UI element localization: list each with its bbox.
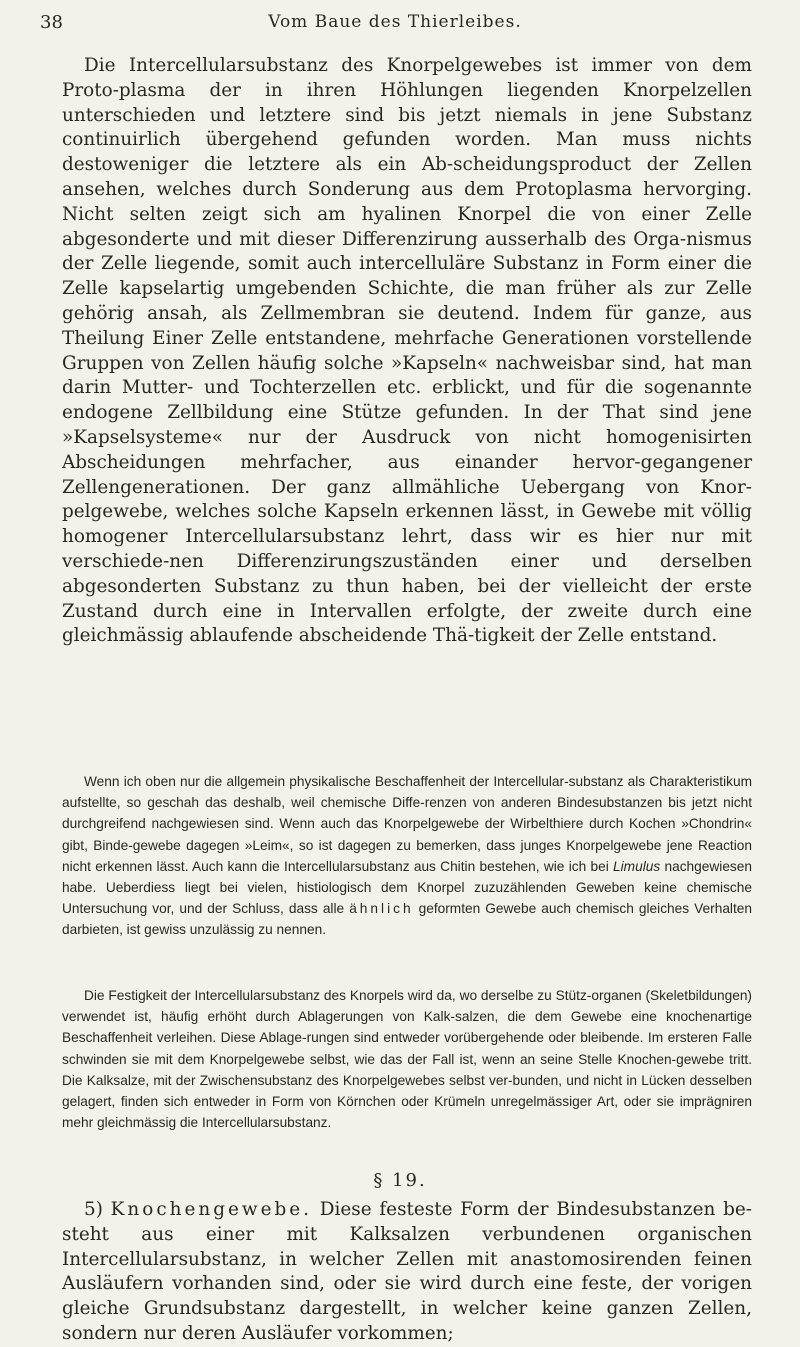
running-title: Vom Baue des Thierleibes. <box>268 12 522 32</box>
page-header <box>40 10 750 38</box>
page-number: 38 <box>40 12 63 33</box>
note-text-b: nachgewiesen habe. Ueberdiess liegt bei vielen, histiologisch dem Knorpel zuzuzählenden Geweben keine chemische Untersuchung vor, und der Schluss, dass alle <box>62 858 752 917</box>
footnote-paragraph-calcification: Die Festigkeit der Intercellularsubstanz des Knorpels wird da, wo derselbe zu Stütz-organen (Skeletbildungen) verwendet ist, häufig erhöht durch Ablagerungen von Kalk-salzen, die dem Gewebe eine knochenartige Beschaffenheit verleihen. Diese Ablage-rungen sind entweder vorübergehende oder bleibende. Im ersteren Falle schwinden sie mit dem Knorpelgewebe selbst, wie das der Fall ist, wenn an seine Stelle Knochen-gewebe tritt. Die Kalksalze, mit der Zwischensubstanz des Knorpelgewebes selbst ver-bunden, und nicht in Lücken desselben gelagert, finden sich entweder in Form von Körnchen oder Krümeln unregelmässiger Art, oder sie imprägniren mehr gleichmässig die Intercellularsubstanz. <box>62 988 752 1131</box>
main-paragraph-cartilage: Die Intercellularsubstanz des Knorpelgewebes ist immer von dem Proto-plasma der in ihren Höhlungen liegenden Knorpelzellen unterschieden und letztere sind bis jetzt niemals in jene Substanz continuirlich übergehend gefunden worden. Man muss nichts destoweniger die letztere als ein Ab-scheidungsproduct der Zellen ansehen, welches durch Sonderung aus dem Protoplasma hervorging. Nicht selten zeigt sich am hyalinen Knorpel die von einer Zelle abgesonderte und mit dieser Differenzirung ausserhalb des Orga-nismus der Zelle liegende, somit auch intercelluläre Substanz in Form einer die Zelle kapselartig umgebenden Schichte, die man früher als zur Zelle gehörig ansah, als Zellmembran sie deutend. Indem für ganze, aus Theilung Einer Zelle entstandene, mehrfache Generationen vorstellende Gruppen von Zellen häufig solche »Kapseln« nachweisbar sind, hat man darin Mutter- und Tochterzellen etc. erblickt, und für die sogenannte endogene Zellbildung eine Stütze gefunden. In der That sind jene »Kapselsysteme« nur der Ausdruck von nicht homogenisirten Abscheidungen mehrfacher, aus einander hervor-gegangener Zellengenerationen. Der ganz allmähliche Uebergang von Knor-pelgewebe, welches solche Kapseln erkennen lässt, in Gewebe mit völlig homogener Intercellularsubstanz lehrt, dass wir es hier nur mit verschiede-nen Differenzirungszuständen einer und derselben abgesonderten Substanz zu thun haben, bei der vielleicht der erste Zustand durch eine in Intervallen erfolgte, der zweite durch eine gleichmässig ablaufende abscheidende Thä-tigkeit der Zelle entstand. <box>62 55 752 647</box>
section-mark: § 19. <box>373 1170 427 1191</box>
note-text-c: geformten Gewebe auch chemisch gleiches Verhalten darbieten, ist gewiss unzulässig zu nennen. <box>62 901 752 938</box>
note-limulus: Limulus <box>613 858 661 874</box>
main-paragraph-bone <box>62 1198 752 1347</box>
item-number: 5) <box>84 1199 103 1220</box>
note-text-a: Wenn ich oben nur die allgemein physikalische Beschaffenheit der Intercellular-substanz als Charakteristikum aufstellte, so geschah das deshalb, weil chemische Diffe-renzen von anderen Bindesubstanzen bis jetzt nicht durchgreifend nachgewiesen sind. Wenn auch das Knorpelgewebe der Wirbelthiere durch Kochen »Chondrin« gibt, Binde-gewebe dagegen »Leim«, so ist dagegen zu bemerken, dass junges Knorpelgewebe jene Reaction nicht erkennen lässt. Auch kann die Intercellularsubstanz aus Chitin bestehen, wie ich bei <box>62 774 752 874</box>
item-body: Diese festeste Form der Bindesubstanzen be-steht aus einer mit Kalksalzen verbundenen organischen Intercellularsubstanz, in welcher Zellen mit anastomosirenden feinen Ausläufern vorhanden sind, oder sie wird durch eine feste, der vorigen gleiche Grundsubstanz dargestellt, in welcher keine ganzen Zellen, sondern nur deren Ausläufer vorkommen; <box>62 1199 752 1344</box>
note-aehnlich: ähnlich <box>349 901 414 917</box>
item-heading: Knochengewebe. <box>110 1199 312 1220</box>
footnote-paragraph-chemistry <box>62 771 752 941</box>
